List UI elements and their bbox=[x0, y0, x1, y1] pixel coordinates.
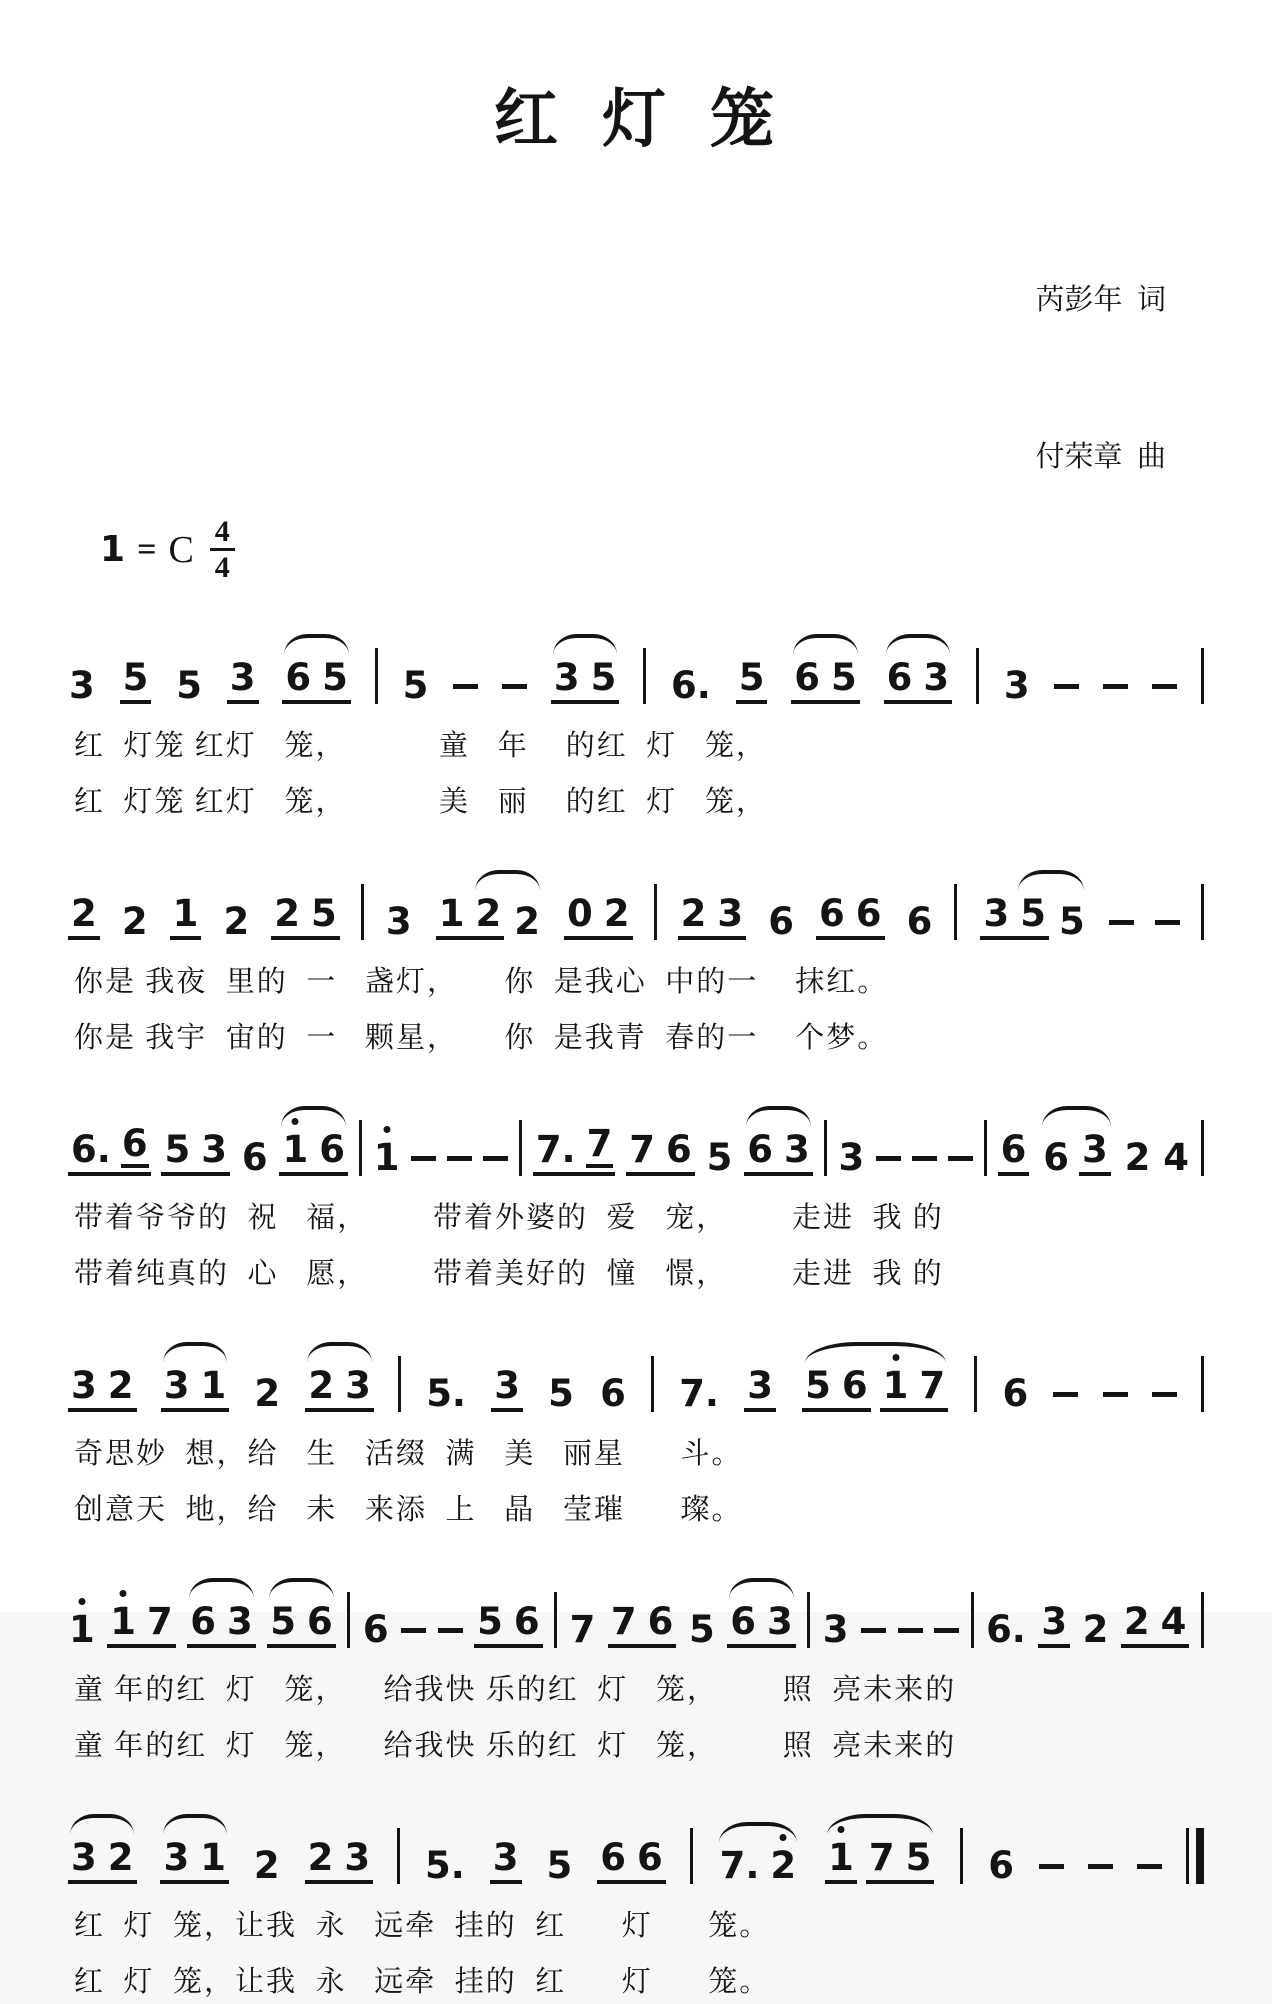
note: 5 bbox=[590, 659, 618, 696]
beam-group bbox=[678, 895, 747, 940]
beam-group bbox=[980, 895, 1049, 940]
sustain-dash bbox=[1103, 1392, 1128, 1397]
beam-group bbox=[564, 895, 633, 940]
note: 5 bbox=[122, 659, 150, 696]
system-3 bbox=[66, 1090, 1206, 1296]
time-signature-lower: 4 bbox=[215, 551, 230, 584]
note: 3 bbox=[162, 1839, 190, 1876]
slur-group bbox=[68, 1839, 137, 1884]
beam-group bbox=[744, 1367, 776, 1412]
note: 3 bbox=[838, 1139, 866, 1176]
slur-group bbox=[978, 895, 1087, 940]
sustain-dash bbox=[1152, 684, 1177, 689]
note: 4 bbox=[1160, 1603, 1188, 1640]
beam-group bbox=[816, 895, 885, 940]
note: 3 bbox=[229, 659, 257, 696]
sustain-dash bbox=[876, 1156, 901, 1161]
music-line-2 bbox=[66, 854, 1206, 948]
note: 5 bbox=[269, 1603, 297, 1640]
beam-group bbox=[825, 1839, 857, 1884]
note: 7 bbox=[586, 1125, 614, 1168]
sustain-dash bbox=[401, 1628, 426, 1633]
note: 2 bbox=[253, 1375, 281, 1412]
note: 3 bbox=[385, 903, 413, 940]
note: 6. bbox=[670, 667, 712, 704]
time-signature-upper: 4 bbox=[210, 516, 235, 552]
note: 6 bbox=[1000, 1131, 1028, 1168]
note: 5 bbox=[547, 1375, 575, 1412]
note: 5 bbox=[738, 659, 766, 696]
beam-group bbox=[998, 1131, 1030, 1176]
sustain-dash bbox=[1137, 1864, 1162, 1869]
note: 3 bbox=[68, 667, 96, 704]
note: 3 bbox=[492, 1839, 520, 1876]
slur-group bbox=[791, 659, 860, 704]
note: 2 bbox=[121, 903, 149, 940]
note: 6 bbox=[121, 1125, 149, 1168]
sustain-dash bbox=[453, 684, 478, 689]
note: 5 bbox=[163, 1131, 191, 1168]
barline bbox=[807, 1592, 810, 1648]
key-letter: C bbox=[168, 528, 193, 572]
note: 2 bbox=[1123, 1603, 1151, 1640]
lyric-line-3-verse-1: 带着爷爷的 祝 福， 带着外婆的 爱 宠， 走进 我 的 bbox=[74, 1196, 1206, 1240]
note: 3 bbox=[553, 659, 581, 696]
note: 7 bbox=[628, 1131, 656, 1168]
note: 3 bbox=[163, 1367, 191, 1404]
note: 1 bbox=[882, 1367, 910, 1404]
sustain-dash bbox=[1103, 684, 1128, 689]
note: 6 bbox=[306, 1603, 334, 1640]
sustain-dash bbox=[1155, 920, 1180, 925]
lyric-line-5-verse-1: 童 年的红 灯 笼， 给我快 乐的红 灯 笼， 照 亮未来的 bbox=[74, 1668, 1206, 1712]
note: 6 bbox=[746, 1131, 774, 1168]
note: 2 bbox=[603, 895, 631, 932]
note: 5 bbox=[545, 1847, 573, 1884]
beam-group bbox=[227, 659, 259, 704]
note: 1 bbox=[199, 1839, 227, 1876]
note: 0 bbox=[566, 895, 594, 932]
key-equals: = bbox=[137, 531, 156, 569]
note: 6 bbox=[729, 1603, 757, 1640]
music-line-5 bbox=[66, 1562, 1206, 1656]
barline bbox=[974, 1356, 977, 1412]
sustain-dash bbox=[1152, 1392, 1177, 1397]
sustain-dash bbox=[1088, 1864, 1113, 1869]
barline bbox=[1201, 1120, 1204, 1176]
meta-row bbox=[66, 170, 1206, 588]
lyric-line-2-verse-1: 你是 我夜 里的 一 盏灯， 你 是我心 中的一 抹红。 bbox=[74, 960, 1206, 1004]
lyricist-credit: 芮彭年 词 bbox=[1035, 274, 1166, 326]
note: 2 bbox=[307, 1367, 335, 1404]
lyric-line-6-verse-1: 红 灯 笼，让我 永 远牵 挂的 红 灯 笼。 bbox=[74, 1904, 1206, 1948]
song-title: 红 灯 笼 bbox=[66, 68, 1206, 160]
sustain-dash bbox=[912, 1156, 937, 1161]
note: 3 bbox=[226, 1603, 254, 1640]
system-6 bbox=[66, 1798, 1206, 2004]
note: 6 bbox=[599, 1375, 627, 1412]
system-1 bbox=[66, 618, 1206, 824]
note: 6 bbox=[818, 895, 846, 932]
sustain-dash bbox=[447, 1156, 472, 1161]
note: 5. bbox=[425, 1375, 467, 1412]
note: 3 bbox=[70, 1839, 98, 1876]
system-2 bbox=[66, 854, 1206, 1060]
note: 6 bbox=[665, 1131, 693, 1168]
slur-group bbox=[282, 659, 351, 704]
music-line-6 bbox=[66, 1798, 1206, 1892]
sustain-dash bbox=[948, 1156, 973, 1161]
beam-group bbox=[474, 1603, 543, 1648]
slur-group bbox=[884, 659, 953, 704]
beam-group bbox=[626, 1131, 695, 1176]
sustain-dash bbox=[1054, 684, 1079, 689]
beam-group bbox=[107, 1603, 176, 1648]
slur-group bbox=[727, 1603, 796, 1648]
credits bbox=[1035, 170, 1206, 588]
note: 6 bbox=[987, 1847, 1015, 1884]
note: 6 bbox=[886, 659, 914, 696]
note: 6 bbox=[241, 1139, 269, 1176]
score bbox=[66, 618, 1206, 2004]
note: 1 bbox=[827, 1839, 855, 1876]
beam-group bbox=[68, 1125, 151, 1176]
barline bbox=[397, 1828, 400, 1884]
note: 3 bbox=[343, 1839, 371, 1876]
note: 2 bbox=[474, 895, 502, 932]
note: 3 bbox=[922, 659, 950, 696]
note: 5 bbox=[175, 667, 203, 704]
note: 1 bbox=[68, 1611, 96, 1648]
barline bbox=[375, 648, 378, 704]
note: 3 bbox=[1081, 1131, 1109, 1168]
sustain-dash bbox=[483, 1156, 508, 1161]
note: 7 bbox=[569, 1611, 597, 1648]
key-tonic: 1 bbox=[100, 529, 125, 570]
barline bbox=[1201, 648, 1204, 704]
barline bbox=[960, 1828, 963, 1884]
beam-group bbox=[170, 895, 202, 940]
beam-group bbox=[1079, 1131, 1111, 1176]
note: 3 bbox=[493, 1367, 521, 1404]
note: 6 bbox=[513, 1603, 541, 1640]
note: 3 bbox=[822, 1611, 850, 1648]
beam-group bbox=[271, 895, 340, 940]
note: 6. bbox=[985, 1611, 1027, 1648]
system-5 bbox=[66, 1562, 1206, 1768]
barline bbox=[398, 1356, 401, 1412]
note: 6 bbox=[767, 903, 795, 940]
note: 7. bbox=[719, 1847, 761, 1884]
beam-group bbox=[68, 895, 100, 940]
note: 5 bbox=[706, 1139, 734, 1176]
note: 6 bbox=[318, 1131, 346, 1168]
sustain-dash bbox=[1109, 920, 1134, 925]
beam-group bbox=[491, 1367, 523, 1412]
note: 6 bbox=[906, 903, 934, 940]
lyric-line-1-verse-1: 红 灯笼 红灯 笼， 童 年 的红 灯 笼， bbox=[74, 724, 1206, 768]
beam-group bbox=[1121, 1603, 1190, 1648]
note: 6 bbox=[284, 659, 312, 696]
note: 6 bbox=[1042, 1139, 1070, 1176]
lyric-line-4-verse-2: 创意天 地，给 未 来添 上 晶 莹璀 璨。 bbox=[74, 1488, 1206, 1532]
note: 3 bbox=[746, 1367, 774, 1404]
note: 4 bbox=[1162, 1139, 1190, 1176]
note: 5 bbox=[830, 659, 858, 696]
lyric-line-5-verse-2: 童 年的红 灯 笼， 给我快 乐的红 灯 笼， 照 亮未来的 bbox=[74, 1724, 1206, 1768]
slur-group bbox=[160, 1839, 229, 1884]
beam-group bbox=[161, 1131, 230, 1176]
note: 2 bbox=[1124, 1139, 1152, 1176]
note: 5 bbox=[905, 1839, 933, 1876]
note: 6 bbox=[189, 1603, 217, 1640]
note: 5 bbox=[476, 1603, 504, 1640]
note: 2 bbox=[107, 1367, 135, 1404]
time-signature bbox=[210, 516, 235, 584]
final-barline-thin bbox=[1186, 1828, 1189, 1884]
note: 6 bbox=[1002, 1375, 1030, 1412]
beam-group bbox=[68, 1367, 137, 1412]
note: 7 bbox=[918, 1367, 946, 1404]
note: 2 bbox=[513, 903, 541, 940]
barline bbox=[954, 884, 957, 940]
note: 6 bbox=[647, 1603, 675, 1640]
barline bbox=[690, 1828, 693, 1884]
beam-group bbox=[436, 895, 505, 940]
beam-group bbox=[305, 1839, 374, 1884]
note: 7. bbox=[535, 1131, 577, 1168]
note: 3 bbox=[344, 1367, 372, 1404]
slur-group bbox=[161, 1367, 230, 1412]
sustain-dash bbox=[438, 1628, 463, 1633]
barline bbox=[359, 1120, 362, 1176]
note: 3 bbox=[783, 1131, 811, 1168]
key-signature bbox=[100, 516, 235, 584]
note: 2 bbox=[253, 1847, 281, 1884]
note: 1 bbox=[199, 1367, 227, 1404]
lyric-line-3-verse-2: 带着纯真的 心 愿， 带着美好的 憧 憬， 走进 我 的 bbox=[74, 1252, 1206, 1296]
note: 1 bbox=[109, 1603, 137, 1640]
barline bbox=[554, 1592, 557, 1648]
note: 3 bbox=[1040, 1603, 1068, 1640]
system-4 bbox=[66, 1326, 1206, 1532]
slur-group bbox=[187, 1603, 256, 1648]
barline bbox=[1201, 1592, 1204, 1648]
note: 3 bbox=[766, 1603, 794, 1640]
final-barline bbox=[1186, 1828, 1204, 1884]
note: 7 bbox=[868, 1839, 896, 1876]
note: 5 bbox=[402, 667, 430, 704]
beam-group bbox=[802, 1367, 871, 1412]
beam-group bbox=[533, 1125, 616, 1176]
sustain-dash bbox=[861, 1628, 886, 1633]
lyric-line-6-verse-2: 红 灯 笼，让我 永 远牵 挂的 红 灯 笼。 bbox=[74, 1960, 1206, 2004]
beam-group bbox=[597, 1839, 666, 1884]
barline bbox=[361, 884, 364, 940]
note: 5 bbox=[1058, 903, 1086, 940]
composer-credit: 付荣章 曲 bbox=[1035, 431, 1166, 483]
note: 2 bbox=[680, 895, 708, 932]
note: 6. bbox=[70, 1131, 112, 1168]
lyric-line-1-verse-2: 红 灯笼 红灯 笼， 美 丽 的红 灯 笼， bbox=[74, 780, 1206, 824]
note: 6 bbox=[599, 1839, 627, 1876]
note: 3 bbox=[1003, 667, 1031, 704]
music-line-1 bbox=[66, 618, 1206, 712]
note: 2 bbox=[307, 1839, 335, 1876]
note: 1 bbox=[438, 895, 466, 932]
barline bbox=[824, 1120, 827, 1176]
beam-group bbox=[608, 1603, 677, 1648]
beam-group bbox=[736, 659, 768, 704]
barline bbox=[1201, 1356, 1204, 1412]
beam-group bbox=[120, 659, 152, 704]
note: 6 bbox=[855, 895, 883, 932]
lyric-line-4-verse-1: 奇思妙 想，给 生 活缀 满 美 丽星 斗。 bbox=[74, 1432, 1206, 1476]
note: 5 bbox=[688, 1611, 716, 1648]
music-line-4 bbox=[66, 1326, 1206, 1420]
note: 5 bbox=[804, 1367, 832, 1404]
note: 2 bbox=[769, 1847, 797, 1884]
note: 2 bbox=[222, 903, 250, 940]
sustain-dash bbox=[898, 1628, 923, 1633]
slur-group bbox=[823, 1839, 936, 1884]
note: 3 bbox=[982, 895, 1010, 932]
note: 3 bbox=[716, 895, 744, 932]
slur-group bbox=[434, 895, 543, 940]
sustain-dash bbox=[1053, 1392, 1078, 1397]
slur-group bbox=[305, 1367, 374, 1412]
note: 5 bbox=[321, 659, 349, 696]
sustain-dash bbox=[934, 1628, 959, 1633]
final-barline-thick bbox=[1196, 1828, 1204, 1884]
barline bbox=[984, 1120, 987, 1176]
note: 6 bbox=[793, 659, 821, 696]
barline bbox=[519, 1120, 522, 1176]
barline bbox=[976, 648, 979, 704]
note: 5 bbox=[1019, 895, 1047, 932]
barline bbox=[643, 648, 646, 704]
note: 6 bbox=[841, 1367, 869, 1404]
barline bbox=[1201, 884, 1204, 940]
note: 5 bbox=[310, 895, 338, 932]
barline bbox=[971, 1592, 974, 1648]
note: 1 bbox=[172, 895, 200, 932]
barline bbox=[347, 1592, 350, 1648]
note: 6 bbox=[362, 1611, 390, 1648]
slur-group bbox=[717, 1847, 800, 1884]
note: 1 bbox=[373, 1139, 401, 1176]
note: 5. bbox=[424, 1847, 466, 1884]
slur-group bbox=[1040, 1131, 1113, 1176]
note: 6 bbox=[636, 1839, 664, 1876]
lyric-line-2-verse-2: 你是 我宇 宙的 一 颗星， 你 是我青 春的一 个梦。 bbox=[74, 1016, 1206, 1060]
note: 7 bbox=[146, 1603, 174, 1640]
note: 2 bbox=[1082, 1611, 1110, 1648]
slur-group bbox=[551, 659, 620, 704]
note: 2 bbox=[107, 1839, 135, 1876]
slur-group bbox=[800, 1367, 950, 1412]
barline bbox=[651, 1356, 654, 1412]
music-line-3 bbox=[66, 1090, 1206, 1184]
note: 7. bbox=[678, 1375, 720, 1412]
beam-group bbox=[490, 1839, 522, 1884]
note: 1 bbox=[281, 1131, 309, 1168]
note: 2 bbox=[70, 895, 98, 932]
sustain-dash bbox=[411, 1156, 436, 1161]
slur-group bbox=[267, 1603, 336, 1648]
slur-group bbox=[744, 1131, 813, 1176]
beam-group bbox=[880, 1367, 949, 1412]
sustain-dash bbox=[502, 684, 527, 689]
sustain-dash bbox=[1039, 1864, 1064, 1869]
note: 7 bbox=[610, 1603, 638, 1640]
barline bbox=[654, 884, 657, 940]
note: 3 bbox=[70, 1367, 98, 1404]
slur-group bbox=[279, 1131, 348, 1176]
note: 2 bbox=[273, 895, 301, 932]
beam-group bbox=[1038, 1603, 1070, 1648]
beam-group bbox=[866, 1839, 935, 1884]
note: 3 bbox=[200, 1131, 228, 1168]
